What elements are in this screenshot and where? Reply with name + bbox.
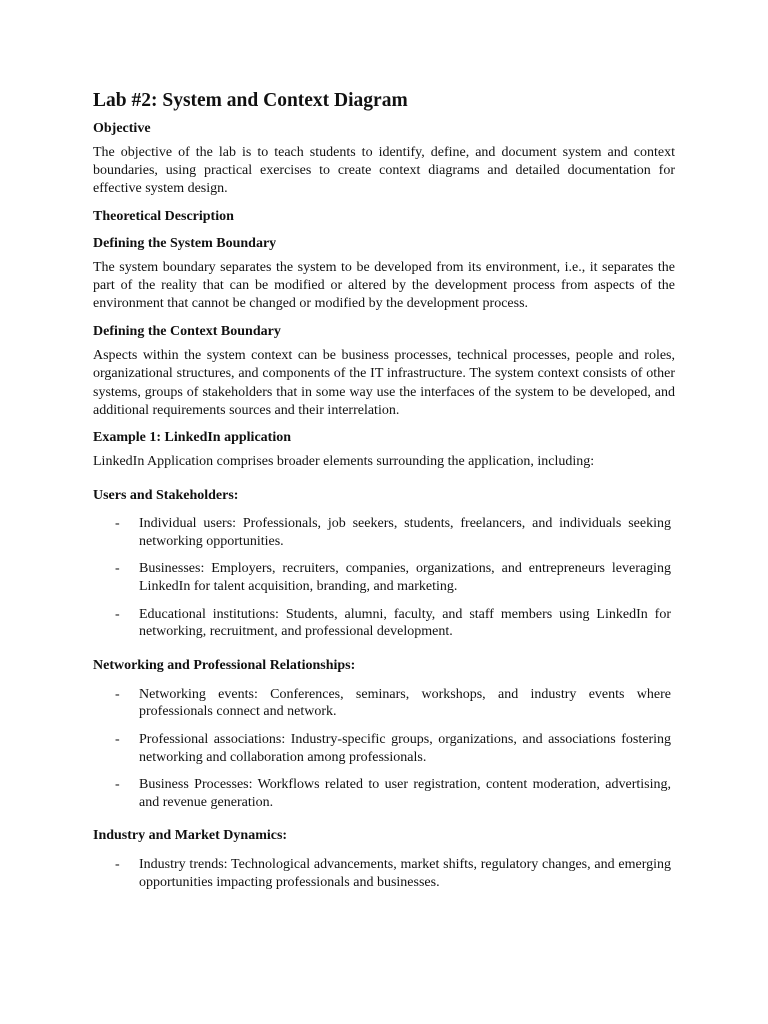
system-boundary-heading: Defining the System Boundary <box>93 235 277 251</box>
context-boundary-heading: Defining the Context Boundary <box>93 324 281 340</box>
users-stakeholders-list <box>93 515 675 641</box>
list-item-text: Businesses: Employers, recruiters, companies, organizations, and entrepreneurs leveraging LinkedIn for talent acquisition, branding, and marketing. <box>139 561 671 595</box>
theoretical-description-heading: Theoretical Description <box>93 208 234 224</box>
bullet-marker: - <box>115 606 120 622</box>
document-page <box>93 86 675 892</box>
page-title: Lab #2: System and Context Diagram <box>93 90 408 111</box>
industry-market-heading: Industry and Market Dynamics: <box>93 828 288 844</box>
list-item <box>93 686 675 721</box>
list-item <box>93 515 675 550</box>
example-heading: Example 1: LinkedIn application <box>93 430 291 446</box>
bullet-marker: - <box>115 731 120 747</box>
list-item-text: Business Processes: Workflows related to user registration, content moderation, advertising, and revenue generation. <box>139 777 671 810</box>
context-boundary-paragraph: Aspects within the system context can be business processes, technical processes, people and roles, organizational structures, and components of the IT infrastructure. The system context consists of other systems, groups of stakeholders that in some way use the interfaces of the system to be developed, and additional requirements sources and their interrelation. <box>93 348 675 418</box>
bullet-marker: - <box>115 561 120 577</box>
users-stakeholders-heading: Users and Stakeholders: <box>93 488 239 504</box>
objective-heading: Objective <box>93 121 151 136</box>
list-item-text: Educational institutions: Students, alumni, faculty, and staff members using LinkedIn for networking, recruitment, and professional development. <box>139 606 671 640</box>
list-item <box>93 560 675 595</box>
system-boundary-paragraph: The system boundary separates the system to be developed from its environment, i.e., it separates the part of the reality that can be modified or altered by the development process from aspects of the environment that cannot be changed or modified by the development process. <box>93 259 675 312</box>
industry-market-list <box>93 856 675 891</box>
networking-relationships-heading: Networking and Professional Relationships: <box>93 657 356 673</box>
list-item-text: Individual users: Professionals, job seekers, students, freelancers, and individuals seeking networking opportunities. <box>139 516 671 549</box>
bullet-marker: - <box>115 857 120 873</box>
list-item <box>93 776 675 811</box>
bullet-marker: - <box>115 777 120 793</box>
bullet-marker: - <box>115 516 120 532</box>
list-item-text: Professional associations: Industry-specific groups, organizations, and associations fostering networking and collaboration among professionals. <box>139 731 671 765</box>
list-item <box>93 856 675 891</box>
networking-relationships-list <box>93 686 675 812</box>
list-item-text: Industry trends: Technological advancements, market shifts, regulatory changes, and emerging opportunities impacting professionals and businesses. <box>139 857 671 890</box>
objective-paragraph: The objective of the lab is to teach students to identify, define, and document system and context boundaries, using practical exercises to create context diagrams and detailed documentation for effective system design. <box>93 145 675 197</box>
example-paragraph: LinkedIn Application comprises broader elements surrounding the application, including: <box>93 454 595 470</box>
list-item <box>93 731 675 766</box>
list-item-text: Networking events: Conferences, seminars, workshops, and industry events where professionals connect and network. <box>139 686 671 720</box>
list-item <box>93 606 675 641</box>
bullet-marker: - <box>115 686 120 702</box>
